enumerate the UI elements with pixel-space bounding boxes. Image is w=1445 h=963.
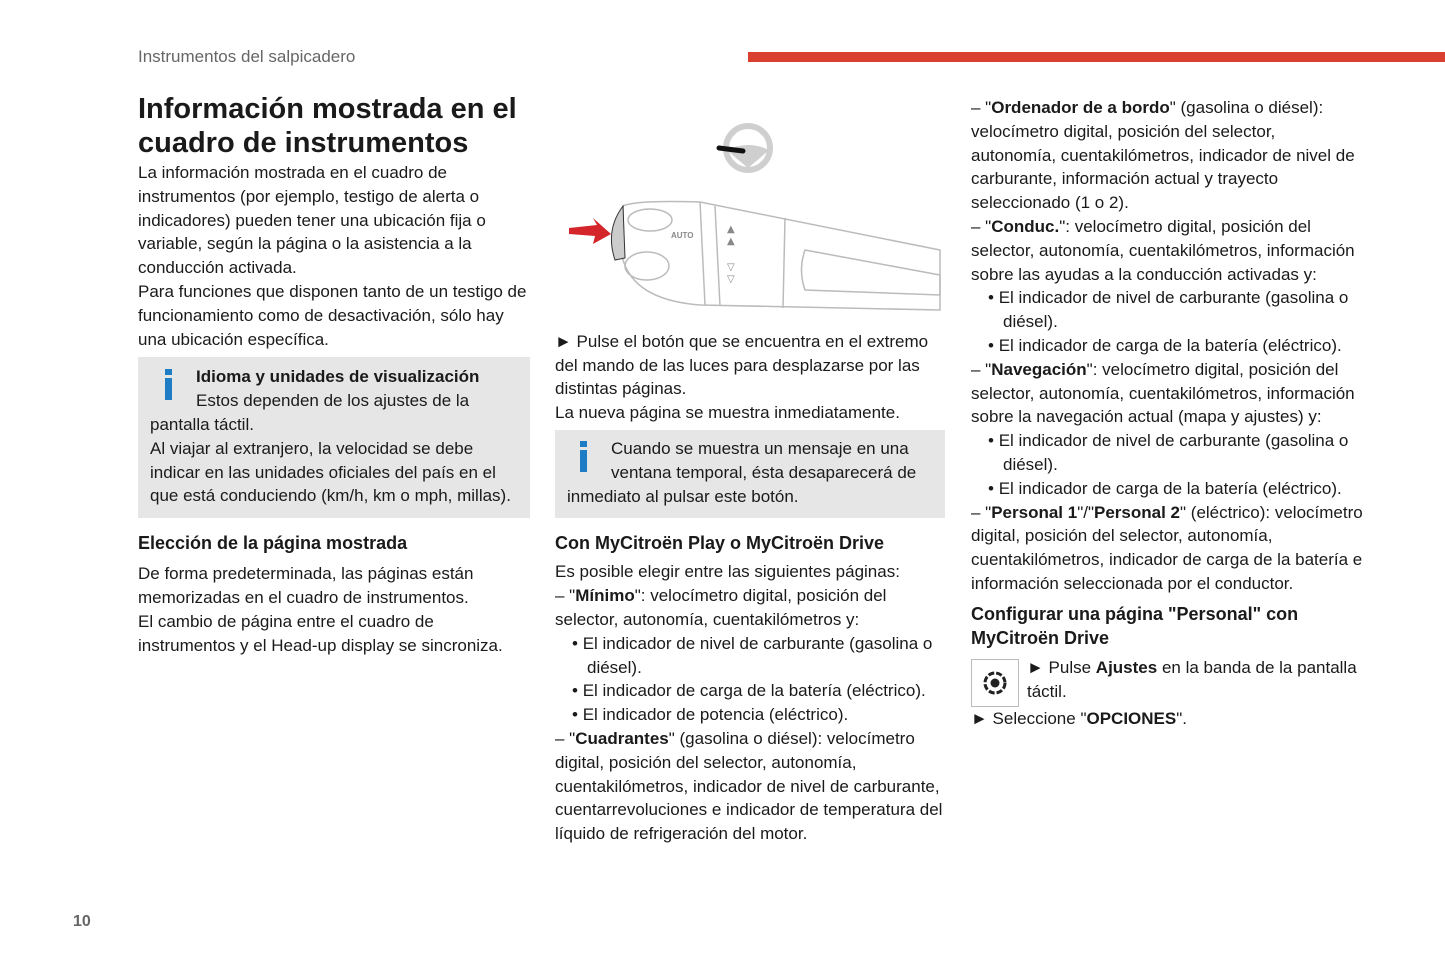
column-3 [971, 96, 1363, 731]
paragraph: Es posible elegir entre las siguientes páginas: [555, 562, 900, 582]
list-item: • El indicador de nivel de carburante (gasolina o diésel). [572, 633, 933, 677]
info-text: Al viajar al extranjero, la velocidad se debe indicar en las unidades oficiales del país en el que está conduciendo (km/h, km o mph, millas). [150, 438, 511, 506]
svg-text:▲: ▲ [727, 236, 735, 247]
info-title: Idioma y unidades de visualización [196, 367, 480, 387]
svg-text:▽: ▽ [727, 262, 735, 273]
instruction-step: ► Seleccione "OPCIONES". [971, 708, 1187, 728]
instruction-step: ► Pulse Ajustes en la banda de la pantalla táctil. [1027, 657, 1357, 701]
info-box-message [555, 430, 945, 518]
instruction-step: ► Pulse el botón que se encuentra en el extremo del mando de las luces para desplazarse por las distintas páginas. [555, 331, 929, 399]
list-item: • El indicador de potencia (eléctrico). [572, 705, 849, 725]
paragraph: Para funciones que disponen tanto de un testigo de funcionamiento como de desactivación, sólo hay una ubicación específica. [138, 281, 527, 349]
settings-gear-icon [971, 659, 1019, 707]
page-title: Información mostrada en el cuadro de instrumentos [138, 93, 517, 159]
info-box-language [138, 357, 530, 518]
page-option-navegacion: – "Navegación": velocímetro digital, posición del selector, autonomía, cuentakilómetros, información sobre la navegación actual (mapa y ajustes) y: [971, 359, 1355, 427]
info-icon [575, 441, 595, 475]
light-stalk-illustration [555, 110, 945, 315]
paragraph: La información mostrada en el cuadro de instrumentos (por ejemplo, testigo de alerta o indicadores) pueden tener una ubicación fija o variable, según la página o la asistencia a la conducción activada. [138, 163, 486, 278]
page-option-cuadrantes: – "Cuadrantes" (gasolina o diésel): velocímetro digital, posición del selector, autonomía, cuentakilómetros, indicador de nivel de carburante, cuentarrevoluciones e indicador de temperatura del líquido de refrigeración del motor. [555, 728, 943, 844]
paragraph: De forma predeterminada, las páginas están memorizadas en el cuadro de instrumentos. [138, 564, 474, 607]
column-1 [138, 92, 530, 657]
accent-bar [748, 52, 1445, 62]
list-item: • El indicador de carga de la batería (eléctrico). [988, 335, 1342, 355]
section-heading: Configurar una página "Personal" con MyCitroën Drive [971, 603, 1299, 648]
info-text: Cuando se muestra un mensaje en una ventana temporal, ésta desaparecerá de inmediato al pulsar este botón. [567, 438, 917, 506]
list-item: • El indicador de carga de la batería (eléctrico). [572, 681, 926, 701]
svg-text:▽: ▽ [727, 274, 735, 285]
svg-text:▲: ▲ [727, 224, 735, 235]
list-item: • El indicador de nivel de carburante (gasolina o diésel). [988, 288, 1349, 332]
page-option-personal: – "Personal 1"/"Personal 2" (eléctrico): velocímetro digital, posición del selector, autonomía, cuentakilómetros, indicador de carga de la batería e información seleccionada por el conductor. [971, 502, 1363, 593]
page-number: 10 [73, 913, 91, 930]
column-2 [555, 110, 945, 846]
paragraph: El cambio de página entre el cuadro de instrumentos y el Head-up display se sincroniza. [138, 611, 503, 655]
list-item: • El indicador de carga de la batería (eléctrico). [988, 478, 1342, 498]
steering-wheel-icon [719, 126, 770, 170]
paragraph: La nueva página se muestra inmediatamente. [555, 403, 900, 423]
arrow-icon [569, 218, 611, 244]
info-icon [160, 369, 180, 403]
page-option-minimo: – "Mínimo": velocímetro digital, posición del selector, autonomía, cuentakilómetros y: [555, 586, 887, 629]
section-heading: Elección de la página mostrada [138, 533, 408, 554]
page-option-conduc: – "Conduc.": velocímetro digital, posición del selector, autonomía, cuentakilómetros, información sobre las ayudas a la conducción activadas y: [971, 216, 1355, 284]
list-item: • El indicador de nivel de carburante (gasolina o diésel). [988, 431, 1349, 474]
svg-text:AUTO: AUTO [671, 231, 694, 240]
page-option-ordenador: – "Ordenador de a bordo" (gasolina o diésel): velocímetro digital, posición del selector, autonomía, cuentakilómetros, indicador de nivel de carburante, información actual y trayecto seleccionado (1 o 2). [971, 98, 1355, 213]
section-heading: Con MyCitroën Play o MyCitroën Drive [555, 533, 885, 554]
section-header: Instrumentos del salpicadero [138, 47, 356, 66]
info-text: Estos dependen de los ajustes de la pantalla táctil. [150, 391, 470, 434]
